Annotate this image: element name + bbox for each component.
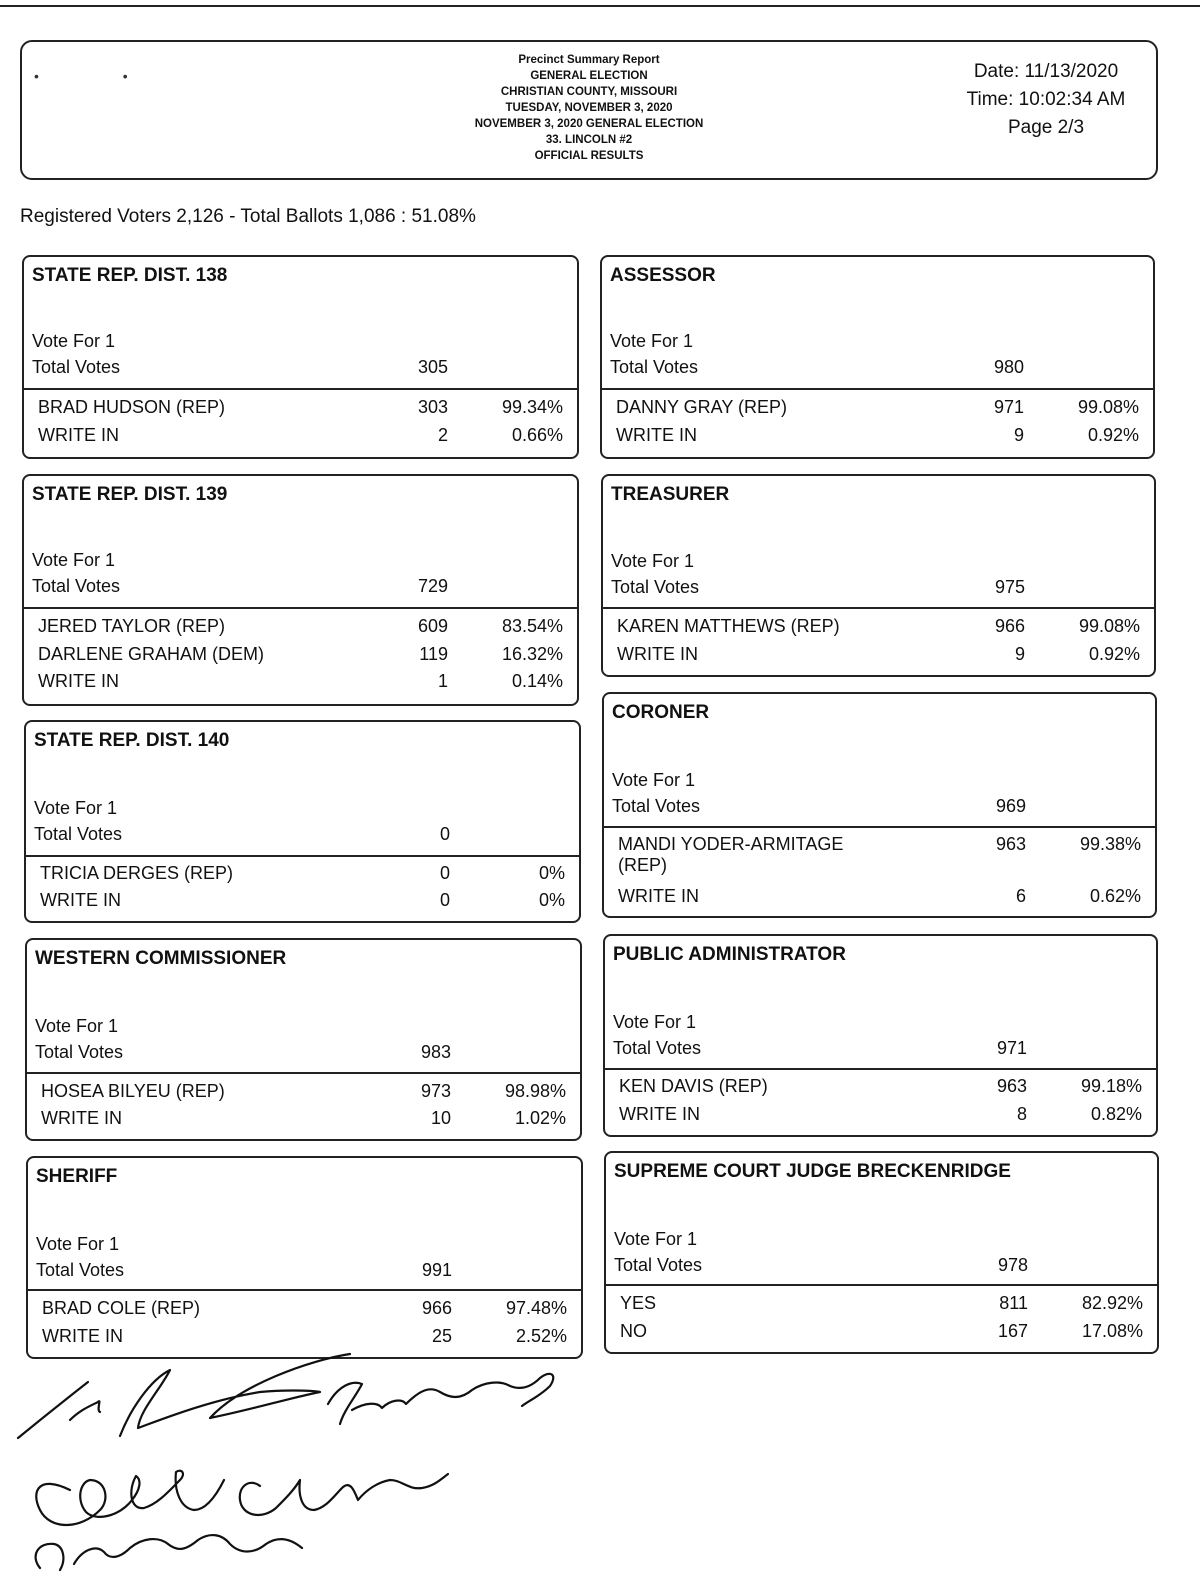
candidate-percent: 83.54% [501,616,563,636]
election-name: GENERAL ELECTION [530,70,648,82]
vote-for-label: Vote For 1 [36,1234,120,1254]
candidate-name: DARLENE GRAHAM (DEM) [38,644,265,664]
candidate-votes: 963 [996,1076,1027,1096]
candidate-percent: 1.02% [514,1108,566,1128]
race-box-public-administrator [603,934,1158,1137]
candidate-name: WRITE IN [618,886,699,906]
total-votes-label: Total Votes [35,1042,124,1062]
candidate-row [38,397,563,423]
total-votes-value: 971 [996,1038,1027,1058]
race-title: TREASURER [611,484,730,505]
total-votes-label: Total Votes [612,796,701,816]
candidate-percent: 97.48% [505,1298,567,1318]
candidate-row [617,644,1140,670]
candidate-name: TRICIA DERGES (REP) [40,863,234,883]
precinct-name: 33. LINCOLN #2 [545,134,633,146]
candidate-votes: 811 [999,1293,1028,1313]
candidate-percent: 99.34% [501,397,563,417]
candidate-row [40,890,565,916]
candidate-percent: 0.14% [511,671,563,691]
vote-for-label: Vote For 1 [32,550,116,570]
candidate-percent: 16.32% [501,644,563,664]
candidate-name: WRITE IN [40,890,121,910]
candidate-votes: 6 [1015,886,1026,906]
total-votes-label: Total Votes [34,824,123,844]
scan-mark: • • [34,68,168,84]
candidate-name: NO [620,1321,647,1341]
candidate-percent: 0.92% [1087,425,1139,445]
candidate-votes: 8 [1016,1104,1027,1124]
candidate-percent: 17.08% [1081,1321,1143,1341]
county-name: CHRISTIAN COUNTY, MISSOURI [500,86,678,98]
total-votes-value: 0 [439,824,450,844]
candidate-percent: 99.08% [1077,397,1139,417]
candidate-name: WRITE IN [38,425,119,445]
vote-for-label: Vote For 1 [35,1016,119,1036]
candidate-row [620,1321,1143,1347]
candidate-percent: 98.98% [504,1081,566,1101]
divider [26,855,579,857]
total-votes-label: Total Votes [36,1260,125,1280]
total-votes-value: 980 [993,357,1024,377]
candidate-percent: 0% [538,890,565,910]
race-box-state-rep-140 [24,720,581,923]
total-votes-value: 729 [417,576,448,596]
vote-for-label: Vote For 1 [610,331,694,351]
candidate-row [619,1076,1142,1102]
total-votes-label: Total Votes [32,357,121,377]
report-time: Time: 10:02:34 AM [966,89,1126,110]
total-votes-value: 978 [997,1255,1028,1275]
candidate-row [41,1108,566,1134]
candidate-row [617,616,1140,642]
vote-for-label: Vote For 1 [614,1229,698,1249]
total-votes-value: 969 [995,796,1026,816]
divider [24,388,577,390]
candidate-row [38,425,563,451]
vote-for-label: Vote For 1 [613,1012,697,1032]
candidate-name: DANNY GRAY (REP) [616,397,788,417]
total-votes-value: 305 [417,357,448,377]
candidate-name: BRAD HUDSON (REP) [38,397,226,417]
candidate-row [38,644,563,670]
candidate-percent: 2.52% [515,1326,567,1346]
total-votes-label: Total Votes [611,577,700,597]
candidate-row [42,1298,567,1324]
candidate-name: WRITE IN [42,1326,123,1346]
vote-for-label: Vote For 1 [612,770,696,790]
total-votes-value: 991 [421,1260,452,1280]
race-box-state-rep-138 [22,255,579,459]
race-title: SUPREME COURT JUDGE BRECKENRIDGE [614,1161,1011,1182]
election-full-name: NOVEMBER 3, 2020 GENERAL ELECTION [474,118,704,130]
candidate-name: KAREN MATTHEWS (REP) [617,616,840,636]
candidate-percent: 99.38% [1079,834,1141,854]
candidate-votes: 2 [437,425,448,445]
candidate-votes: 119 [419,644,448,664]
election-date: TUESDAY, NOVEMBER 3, 2020 [505,102,673,114]
race-title: STATE REP. DIST. 139 [32,484,228,505]
race-box-supreme-court-judge-breckenridge [604,1151,1159,1354]
candidate-name: WRITE IN [38,671,119,691]
candidate-votes: 966 [994,616,1025,636]
divider [606,1284,1157,1286]
candidate-name: WRITE IN [616,425,697,445]
candidate-votes: 609 [417,616,448,636]
race-title: STATE REP. DIST. 140 [34,730,230,751]
candidate-row [616,397,1139,423]
candidate-row [38,616,563,642]
results-status: OFFICIAL RESULTS [534,150,644,162]
race-box-sheriff [26,1156,583,1359]
handwritten-signatures [10,1340,570,1576]
divider [602,388,1153,390]
divider [604,826,1155,828]
report-meta [946,58,1146,142]
candidate-name: WRITE IN [619,1104,700,1124]
candidate-votes: 971 [993,397,1024,417]
signature-stroke [36,1535,302,1570]
candidate-votes: 1 [437,671,448,691]
report-title: Precinct Summary Report [518,54,660,66]
candidate-percent: 0.82% [1090,1104,1142,1124]
candidate-row [619,1104,1142,1130]
candidate-name: HOSEA BILYEU (REP) [41,1081,225,1101]
race-title: PUBLIC ADMINISTRATOR [613,944,846,965]
candidate-name: WRITE IN [617,644,698,664]
report-date: Date: 11/13/2020 [973,61,1119,82]
candidate-percent: 82.92% [1081,1293,1143,1313]
candidate-votes: 303 [417,397,448,417]
divider [27,1072,580,1074]
candidate-votes: 0 [439,863,450,883]
race-title: STATE REP. DIST. 138 [32,265,228,286]
candidate-row [40,863,565,889]
candidate-name: KEN DAVIS (REP) [619,1076,768,1096]
divider [28,1289,581,1291]
race-box-western-commissioner [25,938,582,1141]
candidate-name: YES [620,1293,657,1313]
race-box-coroner [602,692,1157,918]
total-votes-value: 975 [994,577,1025,597]
candidate-votes: 0 [439,890,450,910]
candidate-votes: 973 [420,1081,451,1101]
race-box-treasurer [601,474,1156,677]
total-votes-label: Total Votes [613,1038,702,1058]
candidate-percent: 0% [538,863,565,883]
candidate-votes: 963 [995,834,1026,854]
candidate-row [38,671,563,697]
divider [605,1068,1156,1070]
vote-for-label: Vote For 1 [611,551,695,571]
top-rule [0,5,1200,7]
candidate-votes: 9 [1014,644,1025,664]
total-votes-label: Total Votes [614,1255,703,1275]
candidate-votes: 9 [1013,425,1024,445]
candidate-name: BRAD COLE (REP) [42,1298,201,1318]
candidate-row [618,886,1141,912]
divider [24,607,577,609]
race-box-assessor [600,255,1155,459]
candidate-name [618,834,843,876]
signature-stroke [18,1382,100,1438]
race-title: WESTERN COMMISSIONER [35,948,287,969]
vote-for-label: Vote For 1 [34,798,118,818]
divider [603,607,1154,609]
candidate-votes: 10 [430,1108,451,1128]
candidate-votes: 966 [421,1298,452,1318]
total-votes-label: Total Votes [32,576,121,596]
race-title: ASSESSOR [610,265,716,286]
candidate-percent: 0.62% [1089,886,1141,906]
signature-stroke [36,1471,224,1525]
race-box-state-rep-139 [22,474,579,706]
candidate-votes: 25 [431,1326,452,1346]
candidate-name: WRITE IN [41,1108,122,1128]
page-number: Page 2/3 [1007,117,1085,138]
candidate-row [618,834,1141,888]
candidate-percent: 0.92% [1088,644,1140,664]
vote-for-label: Vote For 1 [32,331,116,351]
total-votes-label: Total Votes [610,357,699,377]
candidate-row [616,425,1139,451]
candidate-percent: 0.66% [511,425,563,445]
race-title: SHERIFF [36,1166,118,1187]
candidate-name: JERED TAYLOR (REP) [38,616,226,636]
registered-voters-summary: Registered Voters 2,126 - Total Ballots 1,086 : 51.08% [20,206,476,227]
candidate-percent: 99.08% [1078,616,1140,636]
candidate-row [620,1293,1143,1319]
signature-stroke [240,1474,448,1515]
report-header [20,40,1158,180]
race-title: CORONER [612,702,710,723]
candidate-party: (REP) [618,855,667,875]
signature-stroke [120,1354,350,1436]
total-votes-value: 983 [420,1042,451,1062]
candidate-percent: 99.18% [1080,1076,1142,1096]
candidate-name-line1: MANDI YODER-ARMITAGE [618,834,844,854]
candidate-row [41,1081,566,1107]
signature-stroke [328,1374,553,1424]
candidate-votes: 167 [997,1321,1028,1341]
